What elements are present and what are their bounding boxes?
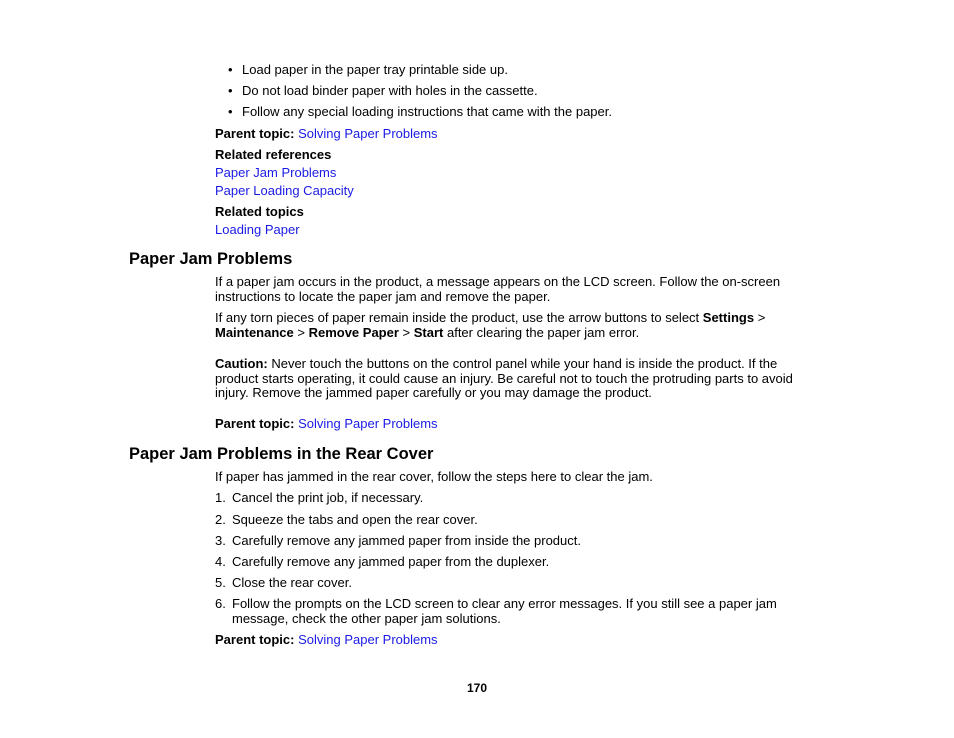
step-text: Close the rear cover. — [232, 575, 352, 590]
text-run: > — [754, 310, 766, 325]
parent-topic-label: Parent topic: — [215, 416, 295, 431]
step-text: Squeeze the tabs and open the rear cover. — [232, 512, 478, 527]
parent-topic — [215, 126, 438, 141]
text-run: after clearing the paper jam error. — [443, 325, 640, 340]
parent-topic-link[interactable]: Solving Paper Problems — [298, 632, 438, 647]
step-number: 4. — [215, 554, 226, 569]
step-number: 1. — [215, 490, 226, 505]
caution-line: injury. Remove the jammed paper carefully or you may damage the product. — [215, 385, 652, 400]
section-heading-paper-jam: Paper Jam Problems — [129, 250, 293, 268]
caution-label: Caution: — [215, 356, 268, 371]
text-run: If any torn pieces of paper remain inside the product, use the arrow buttons to select — [215, 310, 703, 325]
step-number: 3. — [215, 533, 226, 548]
step-number: 5. — [215, 575, 226, 590]
section-heading-rear-cover: Paper Jam Problems in the Rear Cover — [129, 445, 434, 463]
caution-line: product starts operating, it could cause an injury. Be careful not to touch the protruding parts to avoid — [215, 371, 793, 386]
bullet-item: Load paper in the paper tray printable side up. — [242, 62, 508, 77]
step-text: Cancel the print job, if necessary. — [232, 490, 424, 505]
paragraph-line: instructions to locate the paper jam and remove the paper. — [215, 289, 551, 304]
related-reference-link[interactable]: Paper Loading Capacity — [215, 183, 354, 198]
bullet-item: Follow any special loading instructions that came with the paper. — [242, 104, 612, 119]
related-references-heading: Related references — [215, 147, 332, 162]
bullet-dot: • — [228, 62, 233, 77]
menu-path-maintenance: Maintenance — [215, 325, 294, 340]
paragraph-line — [215, 310, 765, 325]
menu-path-remove-paper: Remove Paper — [308, 325, 399, 340]
step-text: message, check the other paper jam solutions. — [232, 611, 501, 626]
text-run: > — [293, 325, 309, 340]
step-text: Follow the prompts on the LCD screen to clear any error messages. If you still see a paper jam — [232, 596, 777, 611]
page-number: 170 — [466, 681, 488, 695]
paragraph-line: If a paper jam occurs in the product, a message appears on the LCD screen. Follow the on-screen — [215, 274, 781, 289]
step-number: 6. — [215, 596, 226, 611]
step-text: Carefully remove any jammed paper from the duplexer. — [232, 554, 550, 569]
step-text: Carefully remove any jammed paper from inside the product. — [232, 533, 581, 548]
menu-path-start: Start — [413, 325, 444, 340]
parent-topic-label: Parent topic: — [215, 632, 295, 647]
parent-topic-label: Parent topic: — [215, 126, 295, 141]
paragraph-line: If paper has jammed in the rear cover, follow the steps here to clear the jam. — [215, 469, 653, 484]
parent-topic-link[interactable]: Solving Paper Problems — [298, 416, 438, 431]
step-number: 2. — [215, 512, 226, 527]
related-reference-link[interactable]: Paper Jam Problems — [215, 165, 337, 180]
bullet-item: Do not load binder paper with holes in the cassette. — [242, 83, 538, 98]
paragraph-line — [215, 325, 639, 340]
parent-topic-link[interactable]: Solving Paper Problems — [298, 126, 438, 141]
related-topic-link[interactable]: Loading Paper — [215, 222, 300, 237]
caution-line — [215, 356, 777, 371]
menu-path-settings: Settings — [702, 310, 755, 325]
text-run: Never touch the buttons on the control panel while your hand is inside the product. If the — [267, 356, 778, 371]
parent-topic — [215, 416, 438, 431]
bullet-dot: • — [228, 104, 233, 119]
text-run: > — [398, 325, 414, 340]
related-topics-heading: Related topics — [215, 204, 304, 219]
bullet-dot: • — [228, 83, 233, 98]
parent-topic — [215, 632, 438, 647]
